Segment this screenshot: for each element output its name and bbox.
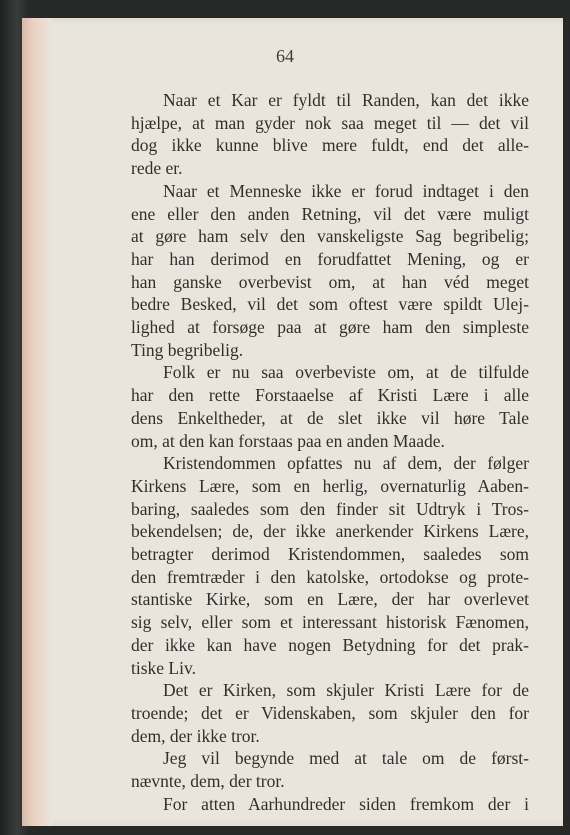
text-line: bedre Besked, vil det som oftest være spildt Ulej- xyxy=(131,294,529,315)
text-line: Kirkens Lære, som en herlig, overnaturlig Aaben- xyxy=(131,475,529,496)
text-line: For atten Aarhundreder siden fremkom der i xyxy=(163,793,529,814)
text-line: dem, der ikke tror. xyxy=(131,725,260,746)
text-line: hjælpe, at man gyder nok saa meget til — det vil xyxy=(131,112,529,133)
text-line: Ting begribelig. xyxy=(131,339,244,360)
text-line: betragter derimod Kristendommen, saaledes som xyxy=(131,544,529,565)
text-line: stantiske Kirke, som en Lære, der har overlevet xyxy=(131,589,529,610)
text-line: Jeg vil begynde med at tale om de først- xyxy=(163,748,529,769)
body-text xyxy=(131,89,529,816)
text-line: bekendelsen; de, der ikke anerkender Kirkens Lære, xyxy=(131,521,529,542)
text-line: nævnte, dem, der tror. xyxy=(131,771,285,792)
text-line: ene eller den anden Retning, vil det være muligt xyxy=(131,203,529,224)
text-line: sig selv, eller som et interessant historisk Fænomen, xyxy=(131,612,529,633)
text-line: Kristendommen opfattes nu af dem, der følger xyxy=(163,453,529,474)
text-line: dog ikke kunne blive mere fuldt, end det alle- xyxy=(131,135,529,156)
text-line: troende; det er Videnskaben, som skjuler den for xyxy=(131,702,529,723)
text-line: der ikke kan have nogen Betydning for det prak- xyxy=(131,634,529,655)
text-line: Folk er nu saa overbeviste om, at de tilfulde xyxy=(163,362,529,383)
text-line: har han derimod en forudfattet Mening, og er xyxy=(131,248,529,269)
page-number: 64 xyxy=(276,46,294,66)
text-line: Naar et Kar er fyldt til Randen, kan det ikke xyxy=(163,90,529,110)
text-line: Naar et Menneske ikke er forud indtaget i den xyxy=(163,180,529,201)
text-line: Det er Kirken, som skjuler Kristi Lære for de xyxy=(163,680,529,701)
text-line: baring, saaledes som den finder sit Udtryk i Tros- xyxy=(131,498,529,519)
text-line: han ganske overbevist om, at han véd meget xyxy=(131,271,529,292)
text-line: lighed at forsøge paa at gøre ham den simpleste xyxy=(131,317,529,338)
text-line: den fremtræder i den katolske, ortodokse og prote- xyxy=(131,566,529,587)
text-line: om, at den kan forstaas paa en anden Maade. xyxy=(131,430,445,451)
text-line: rede er. xyxy=(131,158,183,179)
text-line: dens Enkeltheder, at de slet ikke vil høre Tale xyxy=(131,407,529,428)
text-line: at gøre ham selv den vanskeligste Sag begribelig; xyxy=(131,226,529,247)
text-line: har den rette Forstaaelse af Kristi Lære i alle xyxy=(131,385,529,406)
text-line: tiske Liv. xyxy=(131,657,196,678)
page-gutter xyxy=(22,18,52,826)
